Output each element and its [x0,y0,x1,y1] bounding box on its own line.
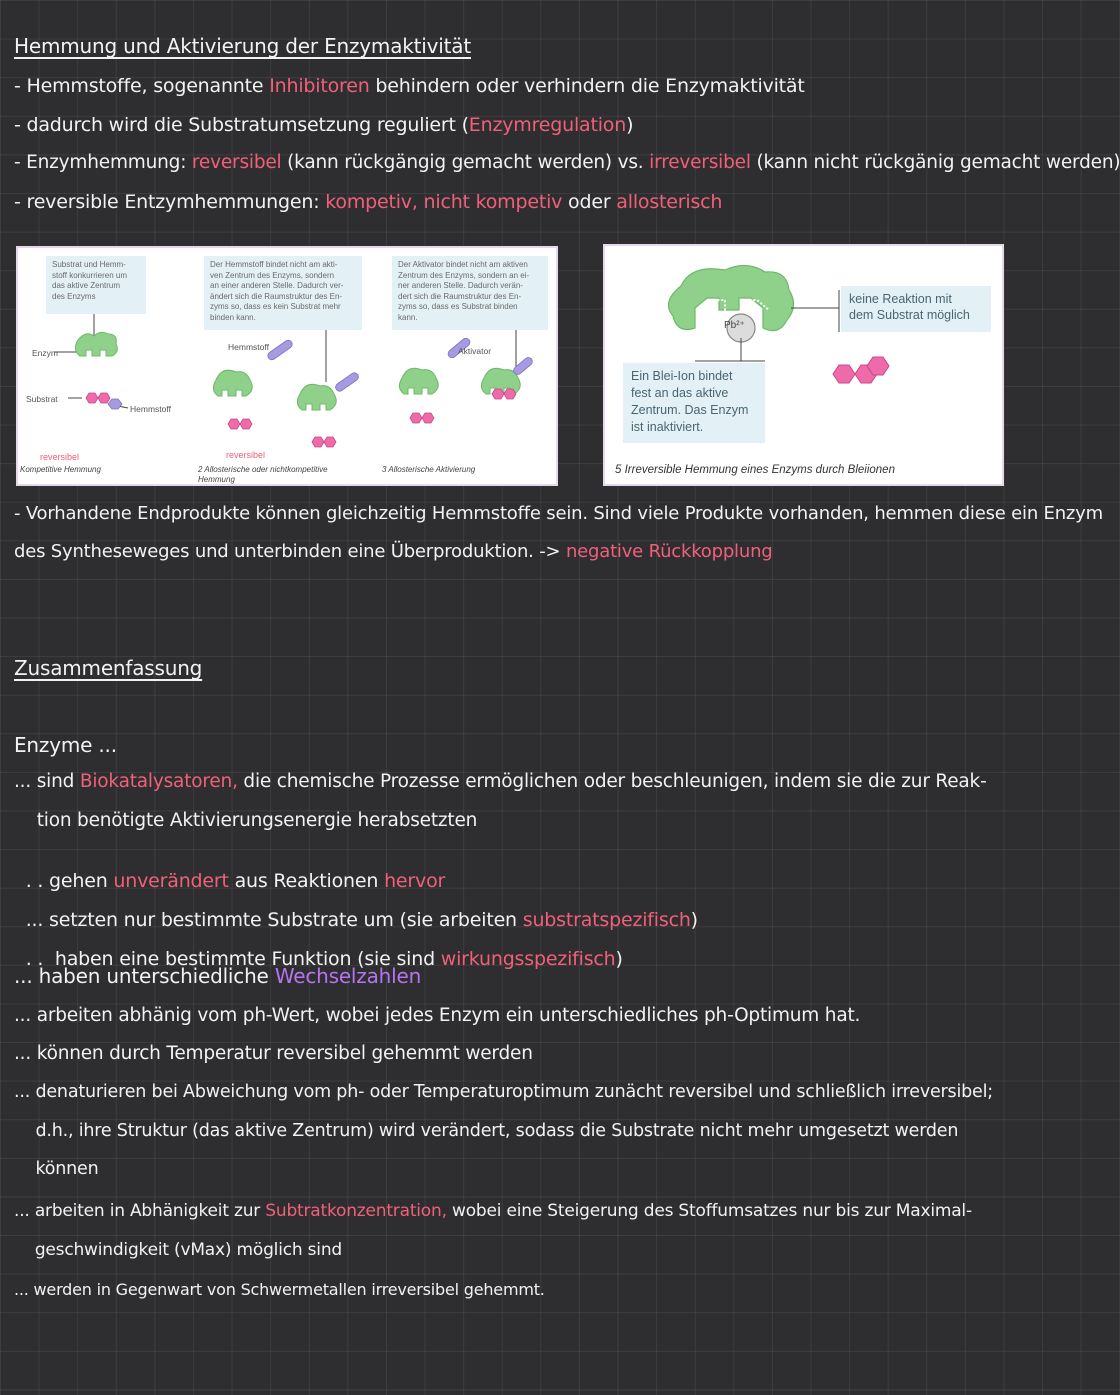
feedback-line-2 [14,541,773,562]
highlight-enzymregulation: Enzymregulation [468,114,627,136]
label-aktivator: Aktivator [458,346,492,356]
enzyme-shape-icon [297,384,336,410]
col3-text: Der Aktivator bindet nicht am aktiven Zentrum des Enzyms, sondern an ei- ner anderen Stelle. Dadurch verän- dert sich die Raumstruktur des En- zyms so, dass es Substrat binden kann. [398,260,530,322]
highlight-reversibel: reversibel [191,152,282,173]
figure-lead-inhibition [603,244,1004,486]
summary-text: ) [615,948,623,970]
summary-ph-wert: ... arbeiten abhänig vom ph-Wert, wobei jedes Enzym ein unterschiedliches ph-Optimum hat. [14,1005,861,1026]
caption-irreversible-hemmung: 5 Irreversible Hemmung eines Enzyms durch Bleiionen [615,464,895,476]
highlight-kompetiv: kompetiv, [325,191,418,213]
highlight-irreversibel: irreversibel [649,152,751,173]
summary-unveraendert [14,848,445,892]
bullet-text: ) [626,114,634,136]
summary-text: ... setzten nur bestimmte Substrate um (sie arbeiten [25,909,523,931]
label-hemmstoff-1: Hemmstoff [130,404,171,414]
substrate-icon [833,357,889,383]
highlight-unveraendert: unverändert [113,870,229,892]
summary-text: ... sind [14,771,80,792]
summary-text: ) [690,909,698,931]
summary-maximalgeschwindigkeit: geschwindigkeit (vMax) möglich sind [14,1240,342,1260]
bullet-text: (kann nicht rückgänig gemacht werden) [750,152,1120,173]
highlight-allosterisch: allosterisch [616,191,723,213]
highlight-biokatalysatoren: Biokatalysatoren, [79,771,238,792]
page-heading: Hemmung und Aktivierung der Enzymaktivität [14,34,471,58]
bullet-text: - Hemmstoffe, sogenannte [14,75,270,97]
highlight-subtratkonzentration: Subtratkonzentration, [265,1201,447,1221]
col1-text: Substrat und Hemm- stoff konkurrieren um das aktive Zentrum des Enzyms [52,260,127,301]
summary-substratkonzentration [14,1201,972,1221]
substrate-icon [86,393,110,409]
label-hemmstoff-2: Hemmstoff [228,342,269,352]
summary-denaturieren-2: d.h., ihre Struktur (das aktive Zentrum) wird verändert, sodass die Substrate nicht mehr umgesetzt werden [14,1121,959,1141]
summary-text: . . haben eine bestimmte Funktion (sie sind [25,948,441,970]
summary-text: aus Reaktionen [228,870,385,892]
feedback-line-1: - Vorhandene Endprodukte können gleichzeitig Hemmstoffe sein. Sind viele Produkte vorhanden, hemmen diese ein Enzym [14,503,1103,524]
summary-substratspezifisch [14,887,698,931]
bullet-reversible-types [14,191,722,213]
figure-enzyme-regulation [16,246,558,486]
summary-text: ... arbeiten in Abhänigkeit zur [14,1201,266,1221]
bullet-text: - Enzymhemmung: [14,152,192,173]
enzyme-shape-icon [399,368,438,394]
inhibitor-rod-icon [266,339,294,362]
label-substrat: Substrat [26,394,58,404]
bullet-text: behindern oder verhindern die Enzymaktivität [369,75,805,97]
highlight-wechselzahlen: Wechselzahlen [274,964,422,988]
summary-aktivierungsenergie: tion benötigte Aktivierungsenergie herabsetzten [14,810,478,831]
highlight-negative-rueckkopplung: negative Rückkopplung [565,541,773,562]
bullet-text: (kann rückgängig gemacht werden) vs. [281,152,650,173]
summary-heading: Zusammenfassung [14,656,203,680]
box-no-reaction: keine Reaktion mit dem Substrat möglich [841,286,991,332]
substrate-icon [410,413,434,423]
summary-schwermetalle: ... werden in Gegenwart von Schwermetallen irreversibel gehemmt. [14,1280,545,1299]
caption-allosterische-hemmung: 2 Allosterische oder nichtkompetitive Hemmung [198,465,328,484]
note-reversibel-2: reversibel [226,450,266,460]
highlight-hervor: hervor [384,870,446,892]
summary-text: die chemische Prozesse ermöglichen oder beschleunigen, indem sie die zur Reak- [237,771,987,792]
summary-text: wobei eine Steigerung des Stoffumsatzes nur bis zur Maximal- [446,1201,972,1221]
summary-denaturieren-3: können [14,1159,99,1179]
bullet-regulation [14,114,633,136]
summary-text: ... haben unterschiedliche [14,964,275,988]
caption-allosterische-aktivierung: 3 Allosterische Aktivierung [382,465,476,474]
bullet-text: oder [562,191,617,213]
highlight-nicht-kompetiv: nicht kompetiv [423,191,563,213]
enzyme-shape-icon [75,332,117,356]
enzyme-shape-icon [213,370,252,396]
highlight-substratspezifisch: substratspezifisch [522,909,691,931]
feedback-text: des Syntheseweges und unterbinden eine Überproduktion. -> [14,541,566,562]
highlight-inhibitoren: Inhibitoren [269,75,370,97]
bullet-inhibitors [14,75,805,97]
activator-rod-icon [512,356,534,376]
figure1-graphics [18,248,560,488]
substrate-icon [312,437,336,447]
summary-denaturieren-1: ... denaturieren bei Abweichung vom ph- oder Temperaturoptimum zunächt reversibel und schließlich irreversibel; [14,1082,993,1102]
bullet-text: - reversible Entzymhemmungen: [14,191,326,213]
summary-temperatur: ... können durch Temperatur reversibel gehemmt werden [14,1043,533,1064]
caption-kompetitive-hemmung: Kompetitive Hemmung [20,465,101,474]
col2-text: Der Hemmstoff bindet nicht am akti- ven Zentrum des Enzyms, sondern an einer anderen Stelle. Dadurch ver- ändert sich die Raumstruktur des En- zyms so, dass es kein Substrat mehr binden kann. [210,260,344,322]
highlight-wirkungsspezifisch: wirkungsspezifisch [440,948,616,970]
summary-biokatalysatoren [14,771,987,792]
ion-label: Pb²⁺ [724,320,745,331]
note-reversibel-1: reversibel [40,452,80,462]
inhibitor-icon [108,399,130,415]
bullet-enzymhemmung [14,152,1120,173]
substrate-icon [228,419,252,429]
bullet-text: - dadurch wird die Substratumsetzung reguliert ( [14,114,469,136]
label-enzym: Enzym [32,348,58,358]
box-lead-ion: Ein Blei-Ion bindet fest an das aktive Zentrum. Das Enzym ist inaktiviert. [623,363,765,443]
summary-intro: Enzyme ... [14,733,117,757]
summary-wechselzahlen [14,964,421,988]
summary-text: . . gehen [25,870,114,892]
inhibitor-rod-icon [334,371,360,392]
